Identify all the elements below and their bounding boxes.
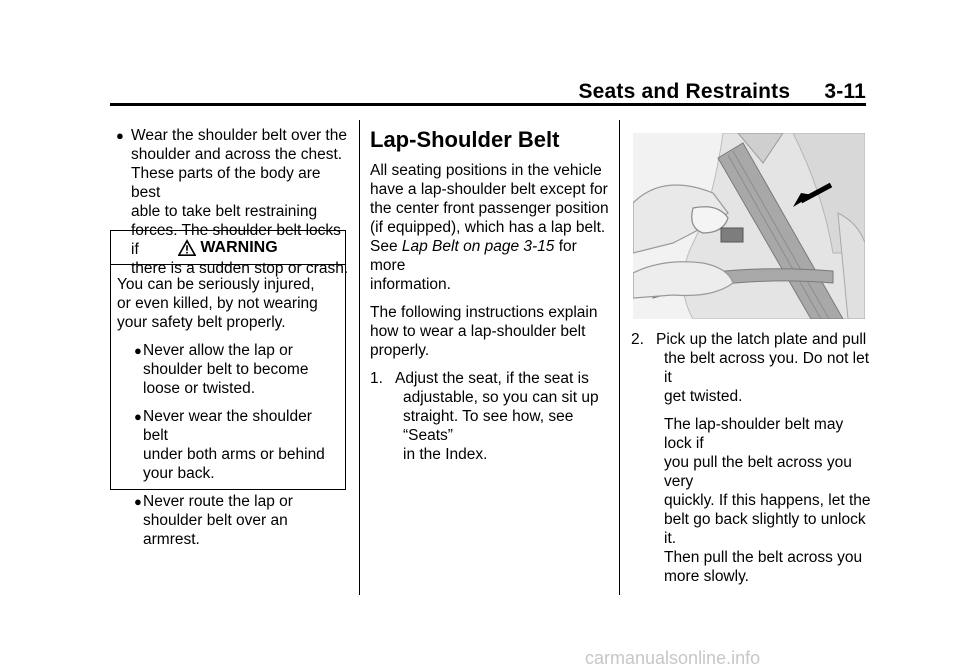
paragraph: The lap-shoulder belt may lock if you pull the belt across you very quickly. If this happens, let the belt go back slightly to unlock it. Then pull the belt across you more slowly. bbox=[664, 416, 871, 585]
bullet-icon: ● bbox=[134, 494, 142, 509]
bullet-icon: ● bbox=[134, 409, 142, 424]
column-divider bbox=[619, 120, 620, 595]
step-2: 2. Pick up the latch plate and pull the belt across you. Do not let it get twisted. bbox=[631, 331, 870, 405]
watermark: carmanualsonline.info bbox=[585, 648, 761, 668]
section-heading: Lap-Shoulder Belt bbox=[370, 127, 560, 152]
column-3 bbox=[631, 330, 871, 586]
column-divider bbox=[359, 120, 360, 595]
list-item: ● Never route the lap or shoulder belt over an armrest. bbox=[134, 493, 293, 548]
paragraph: All seating positions in the vehicle have a lap-shoulder belt except for the center front passenger position (if equipped), which has a lap belt. See Lap Belt on page 3-15 for more information. bbox=[370, 162, 609, 293]
page-header bbox=[578, 80, 866, 104]
bullet-icon: ● bbox=[116, 128, 124, 143]
column-2 bbox=[370, 128, 615, 464]
step-1: 1. Adjust the seat, if the seat is adjustable, so you can sit up straight. To see how, see “Seats” in the Index. bbox=[370, 370, 599, 463]
list-item: ● Never wear the shoulder belt under both arms or behind your back. bbox=[134, 408, 325, 482]
page-number: 3-11 bbox=[824, 80, 866, 103]
bullet-icon: ● bbox=[134, 343, 142, 358]
paragraph: The following instructions explain how to wear a lap-shoulder belt properly. bbox=[370, 304, 598, 359]
warning-triangle-icon bbox=[178, 239, 196, 257]
warning-box bbox=[110, 230, 346, 548]
warning-body: You can be seriously injured, or even killed, by not wearing your safety belt properly. ● Never allow the lap or shoulder belt to become loose or twisted. ● Never wear the shoulder belt under both arms or behind your back. ● Never route the lap or shoulder belt over an armrest. bbox=[111, 265, 345, 549]
list-item: ● Wear the shoulder belt over the shoulder and across the chest. These parts of the body are best able to take belt restraining forces. The shoulder belt locks if there is a sudden stop or crash. bbox=[116, 127, 349, 277]
cross-reference-link[interactable]: Lap Belt on page 3-15 bbox=[401, 238, 555, 255]
warning-title: WARNING bbox=[200, 238, 278, 256]
section-title: Seats and Restraints bbox=[578, 80, 791, 103]
list-item: ● Never allow the lap or shoulder belt to become loose or twisted. bbox=[134, 342, 309, 397]
warning-header bbox=[111, 231, 345, 265]
header-rule bbox=[110, 103, 866, 106]
seatbelt-illustration bbox=[633, 133, 865, 319]
